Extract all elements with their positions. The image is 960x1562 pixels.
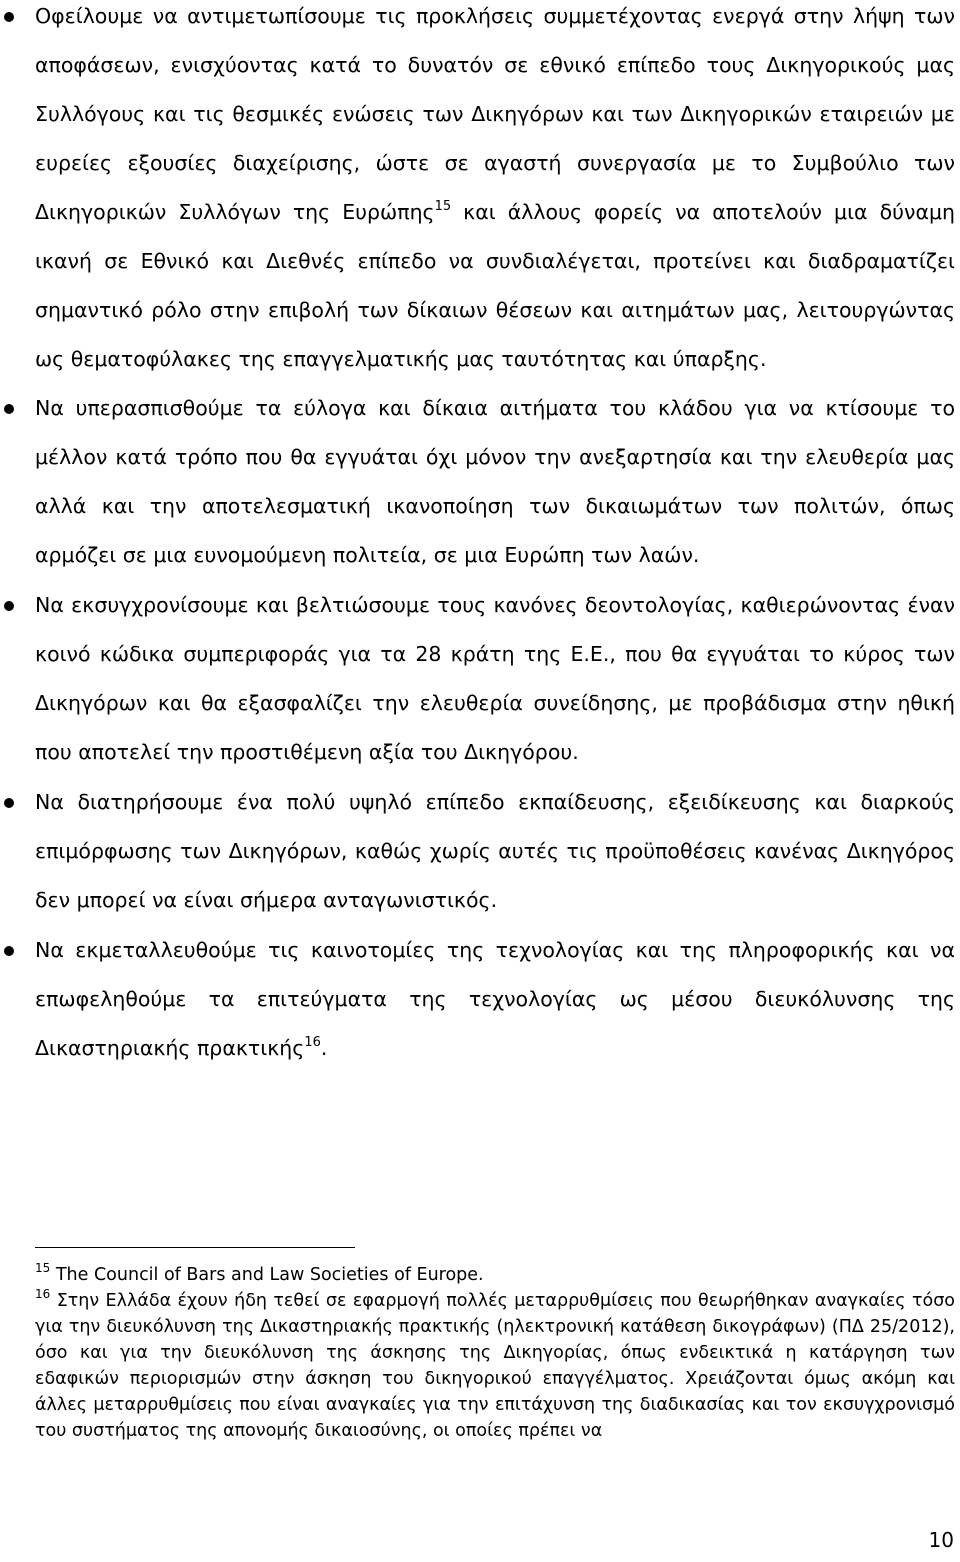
footnote-text: Στην Ελλάδα έχουν ήδη τεθεί σε εφαρμογή πολλές μεταρρυθμίσεις που θεωρήθηκαν αναγκαίες τόσο για την διευκόλυνση της Δικαστηριακής πρακτικής (ηλεκτρονική κατάθεση δικογράφων) (ΠΔ 25/2012), όσο και για την διευκόλυνση της άσκησης της Δικηγορίας, όπως ενδεικτικά η κατάργηση των εδαφικών περιορισμών στην άσκηση του δικηγορικού επαγγέλματος. Χρειάζονται όμως ακόμη και άλλες μεταρρυθμίσεις που είναι αναγκαίες για την επιτάχυνση της διαδικασίας και τον εκσυγχρονισμό του συστήματος της απονομής δικαιοσύνης, οι οποίες πρέπει να bbox=[35, 1291, 955, 1441]
bullet-item bbox=[0, 384, 955, 580]
page-number: 10 bbox=[928, 1528, 954, 1552]
footnote-number: 16 bbox=[35, 1287, 51, 1301]
bullet-text: Να εκμεταλλευθούμε τις καινοτομίες της τεχνολογίας και της πληροφορικής και να επωφεληθούμε τα επιτεύγματα της τεχνολογίας ως μέσου διευκόλυνσης της Δικαστηριακής πρακτικής bbox=[35, 938, 955, 1060]
bullet-dot-icon bbox=[4, 12, 14, 22]
bullet-item bbox=[0, 926, 955, 1073]
bullet-text-cont: και άλλους φορείς να αποτελούν μια δύναμη ικανή σε Εθνικό και Διεθνές επίπεδο να συνδιαλέγεται, προτείνει και διαδραματίζει σημαντικό ρόλο στην επιβολή των δίκαιων θέσεων και αιτημάτων μας, λειτουργώντας ως θεματοφύλακες της επαγγελματικής μας ταυτότητας και ύπαρξης. bbox=[35, 200, 955, 371]
footnotes bbox=[35, 1262, 955, 1444]
bullet-dot-icon bbox=[4, 946, 14, 956]
bullet-dot-icon bbox=[4, 404, 14, 414]
footnote-number: 15 bbox=[35, 1261, 51, 1275]
bullet-item bbox=[0, 0, 955, 384]
bullet-text: Να εκσυγχρονίσουμε και βελτιώσουμε τους κανόνες δεοντολογίας, καθιερώνοντας έναν κοινό κώδικα συμπεριφοράς για τα 28 κράτη της Ε.Ε., που θα εγγυάται το κύρος των Δικηγόρων και θα εξασφαλίζει την ελευθερία συνείδησης, με προβάδισμα στην ηθική που αποτελεί την προστιθέμενη αξία του Δικηγόρου. bbox=[35, 593, 955, 764]
bullet-item bbox=[0, 581, 955, 777]
footnote-separator bbox=[35, 1247, 355, 1248]
bullet-dot-icon bbox=[4, 601, 14, 611]
bullet-text: Να διατηρήσουμε ένα πολύ υψηλό επίπεδο εκπαίδευσης, εξειδίκευσης και διαρκούς επιμόρφωσης των Δικηγόρων, καθώς χωρίς αυτές τις προϋποθέσεις κανένας Δικηγόρος δεν μπορεί να είναι σήμερα ανταγωνιστικός. bbox=[35, 790, 955, 912]
bullet-text: Να υπερασπισθούμε τα εύλογα και δίκαια αιτήματα του κλάδου για να κτίσουμε το μέλλον κατά τρόπο που θα εγγυάται όχι μόνον την ανεξαρτησία και την ελευθερία μας αλλά και την αποτελεσματική ικανοποίηση των δικαιωμάτων των πολιτών, όπως αρμόζει σε μια ευνομούμενη πολιτεία, σε μια Ευρώπη των λαών. bbox=[35, 396, 955, 567]
footnote-text: The Council of Bars and Law Societies of Europe. bbox=[50, 1265, 484, 1285]
footnote-16 bbox=[35, 1288, 955, 1444]
bullet-item bbox=[0, 778, 955, 925]
footnote-ref[interactable]: 15 bbox=[434, 199, 452, 214]
bullet-text: Οφείλουμε να αντιμετωπίσουμε τις προκλήσεις συμμετέχοντας ενεργά στην λήψη των αποφάσεων, ενισχύοντας κατά το δυνατόν σε εθνικό επίπεδο τους Δικηγορικούς μας Συλλόγους και τις θεσμικές ενώσεις των Δικηγόρων και των Δικηγορικών εταιρειών με ευρείες εξουσίες διαχείρισης, ώστε σε αγαστή συνεργασία με το Συμβούλιο των Δικηγορικών Συλλόγων της Ευρώπης bbox=[35, 4, 955, 224]
footnote-15 bbox=[35, 1262, 955, 1288]
bullet-text-cont: . bbox=[320, 1036, 328, 1060]
footnote-ref[interactable]: 16 bbox=[304, 1035, 321, 1050]
bullet-dot-icon bbox=[4, 798, 14, 808]
